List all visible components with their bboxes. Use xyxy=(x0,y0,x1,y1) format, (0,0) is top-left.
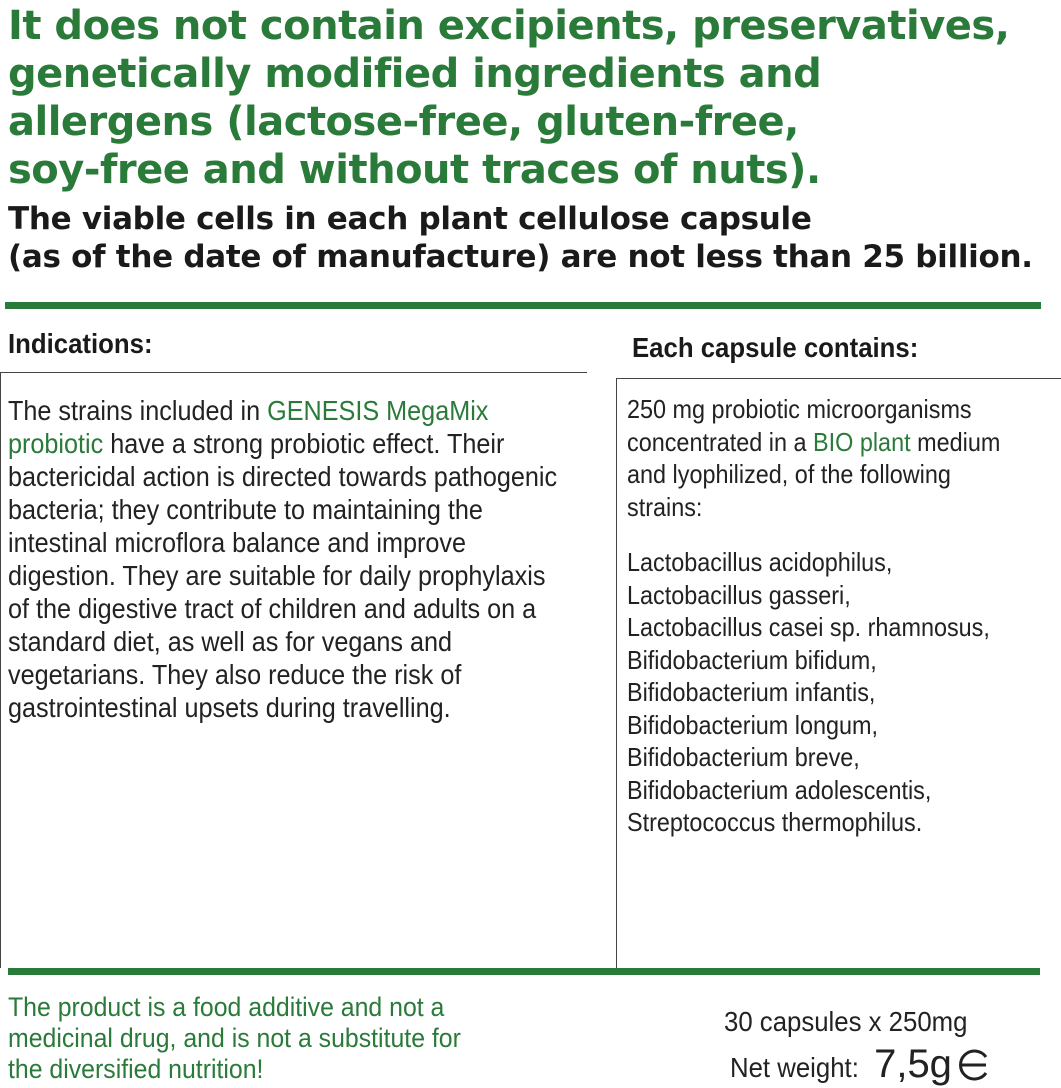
net-weight-label: Net weight: xyxy=(730,1052,859,1083)
indications-text-post: have a strong probiotic effect. Their bactericidal action is directed towards pathogenic bacteria; they contribute to maintaining the intestinal microflora balance and improve digestion. They are suitable for daily prophylaxis of the digestive tract of children and adults on a standard diet, as well as for vegans and vegetarians. They also reduce the risk of gastrointestinal upsets during travelling. xyxy=(8,428,558,723)
bio-plant: BIO plant xyxy=(813,426,911,457)
contents-intro xyxy=(627,393,1000,523)
brand-name: GENESIS MegaMix probiotic xyxy=(8,395,489,459)
contents-intro-line: strains: xyxy=(627,491,703,522)
headline-line: It does not contain excipients, preservatives, xyxy=(8,3,1010,49)
strain-item: Bifidobacterium infantis, xyxy=(627,677,876,707)
strain-item: Bifidobacterium bifidum, xyxy=(627,644,877,675)
disclaimer xyxy=(8,992,461,1085)
disclaimer-line: medicinal drug, and is not a substitute for xyxy=(8,1023,461,1053)
disclaimer-line: the diversified nutrition! xyxy=(8,1054,264,1084)
contents-intro-line: and lyophilized, of the following xyxy=(627,459,951,489)
strain-list xyxy=(627,546,990,839)
strain-item: Bifidobacterium longum, xyxy=(627,709,879,740)
headline-line: genetically modified ingredients and xyxy=(8,51,822,97)
e-mark-icon xyxy=(956,1047,990,1088)
strain-item: Lactobacillus gasseri, xyxy=(627,579,851,610)
net-weight-value: 7,5g xyxy=(874,1042,952,1086)
column-divider xyxy=(616,378,617,968)
indications-text-pre: The strains included in xyxy=(8,395,268,426)
contents-intro-post: medium xyxy=(910,426,1001,457)
headline-line: allergens (lactose-free, gluten-free, xyxy=(8,99,799,145)
net-weight xyxy=(730,1042,990,1088)
strain-item: Lactobacillus casei sp. rhamnosus, xyxy=(627,612,990,642)
strain-item: Bifidobacterium adolescentis, xyxy=(627,774,932,805)
contents-intro-pre: concentrated in a xyxy=(627,426,814,457)
subhead-line: (as of the date of manufacture) are not less than 25 billion. xyxy=(8,239,1033,275)
headline-line: soy-free and without traces of nuts). xyxy=(8,147,821,193)
strain-item: Streptococcus thermophilus. xyxy=(627,807,923,837)
indications-underline xyxy=(0,372,587,373)
strain-item: Lactobacillus acidophilus, xyxy=(627,547,893,577)
subhead xyxy=(8,200,1058,276)
left-border xyxy=(0,372,1,968)
contents-intro-line xyxy=(627,426,1000,459)
indications-text xyxy=(8,394,573,724)
contents-underline xyxy=(616,378,1061,379)
strain-item: Bifidobacterium breve, xyxy=(627,742,860,772)
top-divider xyxy=(5,302,1041,309)
disclaimer-line: The product is a food additive and not a xyxy=(8,992,445,1022)
headline xyxy=(8,2,1058,194)
contents-intro-line: 250 mg probiotic microorganisms xyxy=(627,394,972,424)
indications-title: Indications: xyxy=(8,328,153,359)
bottom-divider xyxy=(8,968,1040,975)
subhead-line: The viable cells in each plant cellulose capsule xyxy=(8,201,812,237)
capsule-count: 30 capsules x 250mg xyxy=(724,1006,968,1037)
contents-title: Each capsule contains: xyxy=(632,332,919,363)
